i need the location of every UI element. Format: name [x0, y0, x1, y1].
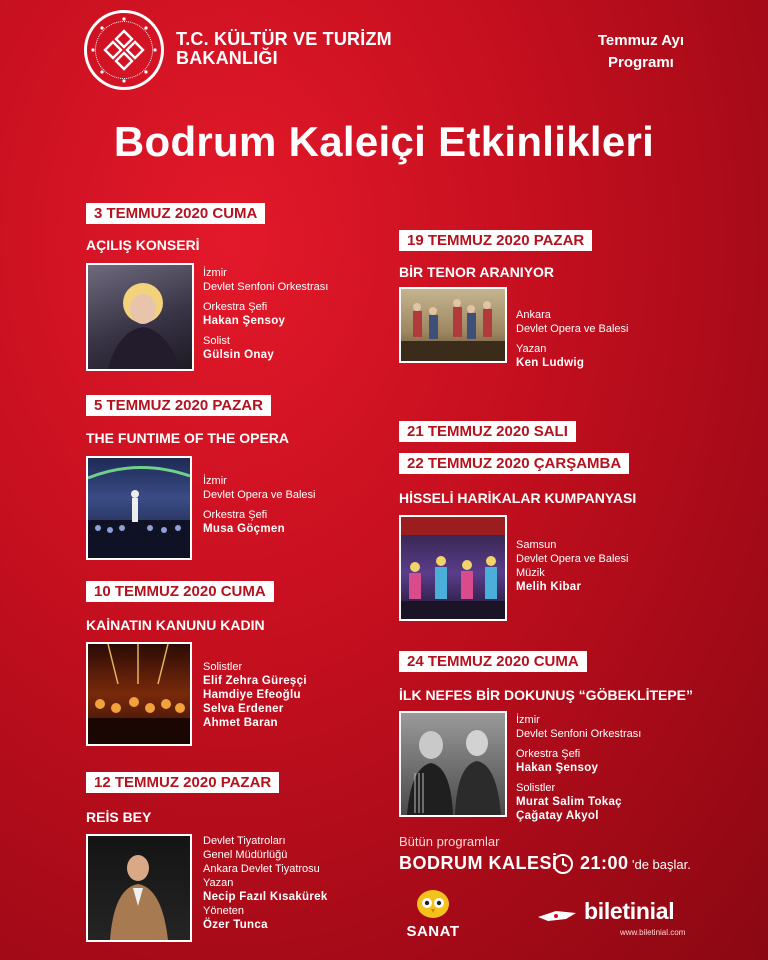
event-city: İzmir — [203, 475, 227, 487]
event-city: Samsun — [516, 539, 557, 551]
event-company: Devlet Opera ve Balesi — [203, 489, 316, 501]
event-person: Ahmet Baran — [203, 717, 278, 729]
event-photo — [86, 263, 194, 371]
event-role: Solistler — [203, 661, 243, 673]
event-photo — [399, 711, 507, 817]
event-photo — [86, 834, 192, 942]
event-person: Elif Zehra Güreşçi — [203, 675, 307, 687]
event-title: HİSSELİ HARİKALAR KUMPANYASI — [399, 490, 637, 506]
event-title: İLK NEFES BİR DOKUNUŞ “GÖBEKLİTEPE” — [399, 687, 694, 703]
event-details — [203, 474, 316, 536]
event-date-badge: 24 TEMMUZ 2020 CUMA — [399, 651, 587, 672]
event-photo — [399, 515, 507, 621]
event-details — [516, 538, 629, 594]
event-date-badge: 3 TEMMUZ 2020 CUMA — [86, 203, 265, 224]
event-role: Solistler — [516, 782, 556, 794]
biletinial-url[interactable]: www.biletinial.com — [620, 928, 686, 937]
event-details — [203, 266, 328, 362]
event-details — [516, 713, 641, 823]
event-company: Devlet Opera ve Balesi — [516, 323, 629, 335]
event-person: Hamdiye Efeoğlu — [203, 689, 301, 701]
sanat-logo — [405, 888, 461, 940]
event-date-badge: 19 TEMMUZ 2020 PAZAR — [399, 230, 592, 251]
event-person: Musa Göçmen — [203, 523, 285, 535]
ministry-line1: T.C. KÜLTÜR VE TURİZM — [176, 29, 392, 49]
clock-icon — [552, 853, 574, 880]
event-person: Melih Kibar — [516, 581, 582, 593]
event-details — [203, 660, 307, 730]
event-title: THE FUNTIME OF THE OPERA — [86, 430, 289, 446]
event-company: Devlet Senfoni Orkestrası — [516, 728, 642, 740]
month-line1: Temmuz Ayı — [597, 32, 684, 49]
event-company: Devlet Opera ve Balesi — [516, 553, 629, 565]
event-person: Özer Tunca — [203, 919, 268, 931]
event-role: Orkestra Şefi — [203, 509, 268, 521]
sanat-logo-text: SANAT — [406, 923, 460, 940]
event-details — [203, 834, 328, 932]
event-role: Orkestra Şefi — [203, 301, 268, 313]
event-date-badge: 10 TEMMUZ 2020 CUMA — [86, 581, 274, 602]
event-person: Çağatay Akyol — [516, 810, 599, 822]
event-details — [516, 308, 629, 370]
month-program — [598, 30, 684, 74]
event-date-badge: 12 TEMMUZ 2020 PAZAR — [86, 772, 279, 793]
event-person: Hakan Şensoy — [203, 315, 286, 327]
event-role: Yöneten — [203, 905, 244, 917]
page-title: Bodrum Kaleiçi Etkinlikleri — [113, 118, 655, 165]
event-city: İzmir — [203, 267, 227, 279]
event-role: Yazan — [516, 343, 547, 355]
event-title: BİR TENOR ARANIYOR — [399, 264, 555, 280]
event-title: AÇILIŞ KONSERİ — [86, 237, 200, 253]
event-company: Devlet Senfoni Orkestrası — [203, 281, 329, 293]
event-city: İzmir — [516, 714, 540, 726]
event-person: Ken Ludwig — [516, 357, 585, 369]
ministry-logo — [84, 10, 164, 90]
event-title: KAİNATIN KANUNU KADIN — [86, 617, 265, 633]
event-company: Ankara Devlet Tiyatrosu — [203, 863, 320, 875]
event-date-badge: 22 TEMMUZ 2020 ÇARŞAMBA — [399, 453, 629, 474]
event-role: Müzik — [516, 567, 545, 579]
event-date-badge: 21 TEMMUZ 2020 SALI — [399, 421, 576, 442]
event-company: Devlet Tiyatroları — [203, 835, 286, 847]
event-role: Orkestra Şefi — [516, 748, 581, 760]
event-person: Gülsin Onay — [203, 349, 275, 361]
event-person: Selva Erdener — [203, 703, 284, 715]
event-photo — [399, 287, 507, 363]
biletinial-icon — [536, 905, 580, 932]
event-photo — [86, 456, 192, 560]
event-company: Genel Müdürlüğü — [203, 849, 288, 861]
all-programs-label: Bütün programlar — [399, 834, 500, 849]
ministry-name — [176, 30, 392, 68]
start-time-suffix: 'de başlar. — [632, 857, 691, 872]
event-role: Solist — [203, 335, 230, 347]
start-time: 21:00 — [580, 853, 629, 873]
event-date-badge: 5 TEMMUZ 2020 PAZAR — [86, 395, 271, 416]
event-person: Murat Salim Tokaç — [516, 796, 622, 808]
month-line2: Programı — [608, 54, 674, 71]
event-role: Yazan — [203, 877, 234, 889]
event-photo — [86, 642, 192, 746]
venue-name: BODRUM KALESİ — [399, 853, 558, 873]
event-person: Hakan Şensoy — [516, 762, 599, 774]
event-person: Necip Fazıl Kısakürek — [203, 891, 328, 903]
event-city: Ankara — [516, 309, 551, 321]
event-title: REİS BEY — [86, 809, 152, 825]
biletinial-logo[interactable]: biletinial — [584, 898, 675, 924]
ministry-line2: BAKANLIĞI — [176, 48, 278, 68]
